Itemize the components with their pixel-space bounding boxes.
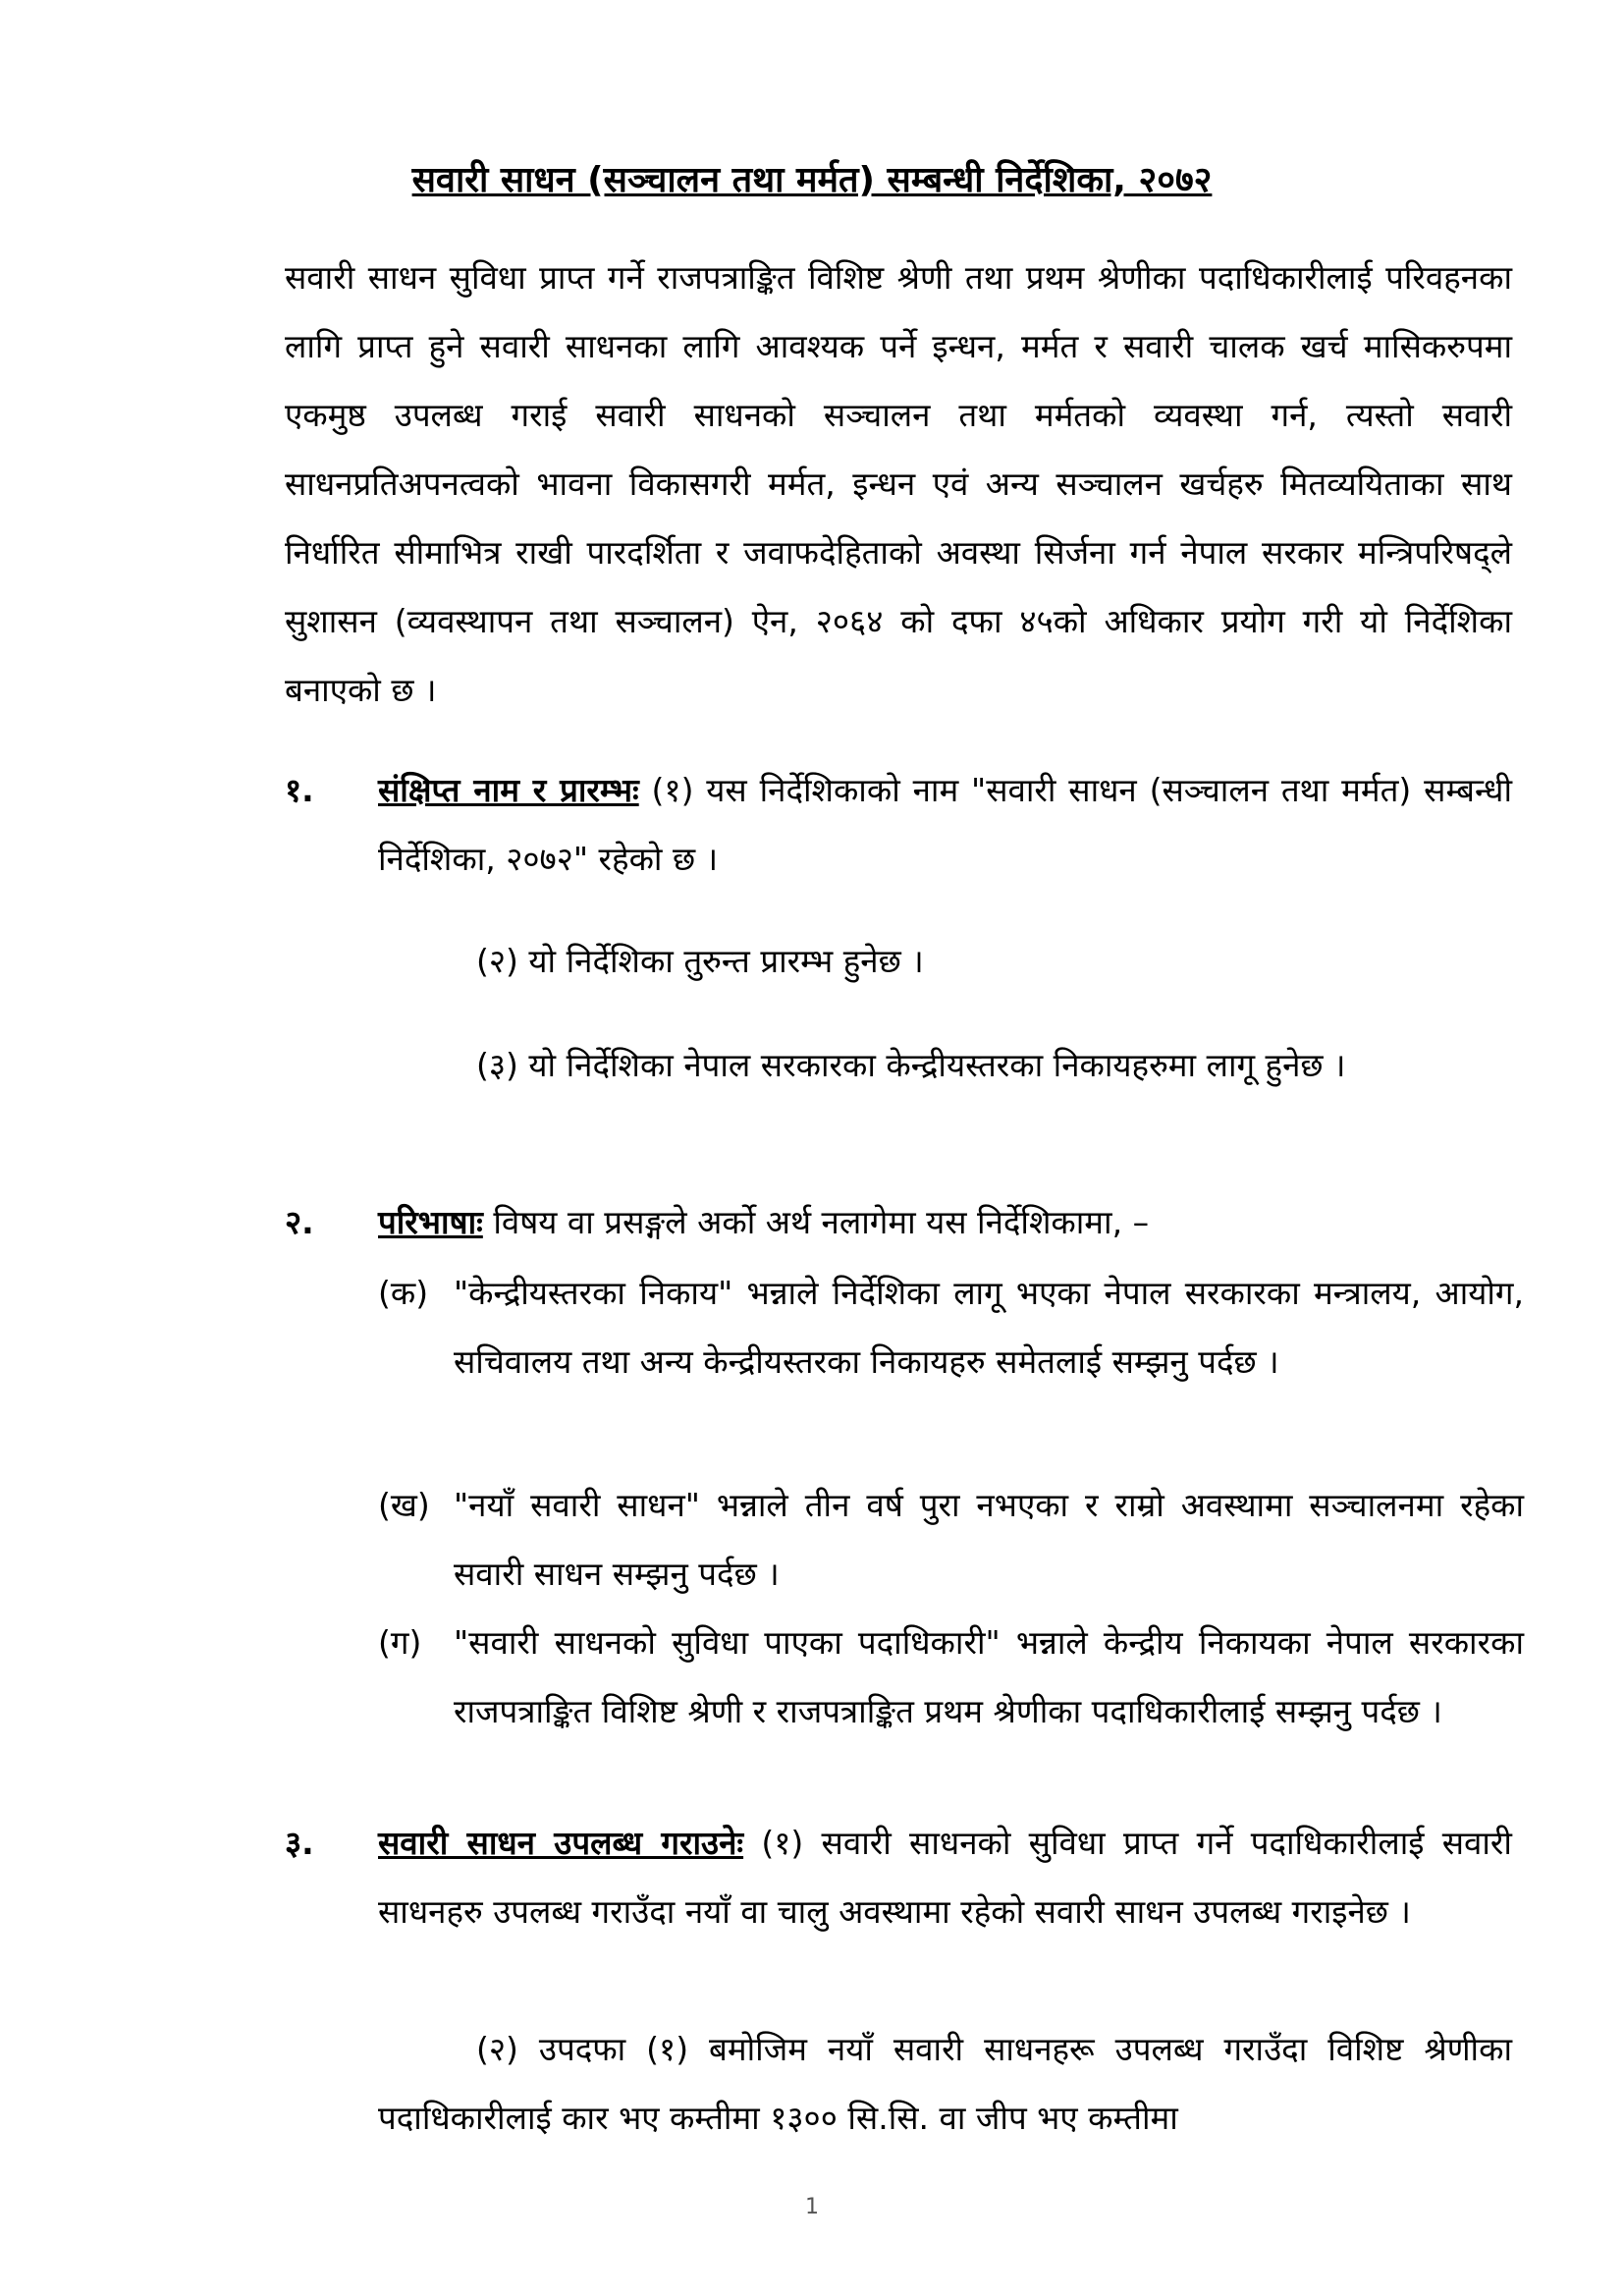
section-1-number: १. bbox=[285, 771, 314, 809]
definition-kha-text: "नयाँ सवारी साधन" भन्नाले तीन वर्ष पुरा नभएका र राम्रो अवस्थामा सञ्चालनमा रहेका सवारी साधन सम्झनु पर्दछ । bbox=[454, 1486, 1524, 1593]
section-2-text: विषय वा प्रसङ्गले अर्को अर्थ नलागेमा यस निर्देशिकामा, – bbox=[482, 1203, 1150, 1241]
section-2-number: २. bbox=[285, 1203, 314, 1241]
section-3-number: ३. bbox=[285, 1824, 314, 1862]
definition-ka-text: "केन्द्रीयस्तरका निकाय" भन्नाले निर्देशिका लागू भएका नेपाल सरकारका मन्त्रालय, आयोग, सचिवालय तथा अन्य केन्द्रीयस्तरका निकायहरु समेतलाई सम्झनु पर्दछ । bbox=[454, 1274, 1524, 1381]
definition-ga-label: (ग) bbox=[378, 1623, 422, 1662]
definition-ka-label: (क) bbox=[378, 1274, 429, 1312]
section-3-body bbox=[378, 1809, 1512, 1946]
definition-kha-label: (ख) bbox=[378, 1486, 430, 1524]
section-1-body bbox=[378, 756, 1512, 894]
section-1-subclause-2: (२) यो निर्देशिका तुरुन्त प्रारम्भ हुनेछ । bbox=[476, 942, 924, 980]
page-number: 1 bbox=[805, 2195, 819, 2219]
preamble-paragraph: सवारी साधन सुविधा प्राप्त गर्ने राजपत्राङ्कित विशिष्ट श्रेणी तथा प्रथम श्रेणीका पदाधिकारीलाई परिवहनका लागि प्राप्त हुने सवारी साधनका लागि आवश्यक पर्ने इन्धन, मर्मत र सवारी चालक खर्च मासिकरुपमा एकमुष्ठ उपलब्ध गराई सवारी साधनको सञ्चालन तथा मर्मतको व्यवस्था गर्न, त्यस्तो सवारी साधनप्रतिअपनत्वको भावना विकासगरी मर्मत, इन्धन एवं अन्य सञ्चालन खर्चहरु मितव्ययिताका साथ निर्धारित सीमाभित्र राखी पारदर्शिता र जवाफदेहिताको अवस्था सिर्जना गर्न नेपाल सरकार मन्त्रिपरिषद्ले सुशासन (व्यवस्थापन तथा सञ्चालन) ऐन, २०६४ को दफा ४५को अधिकार प्रयोग गरी यो निर्देशिका बनाएको छ । bbox=[285, 258, 1512, 709]
document-title: सवारी साधन (सञ्चालन तथा मर्मत) सम्बन्धी निर्देशिका, २०७२ bbox=[411, 160, 1213, 200]
section-2-heading: परिभाषाः bbox=[378, 1203, 483, 1241]
section-1-text: (१) यस निर्देशिकाको नाम "सवारी साधन (सञ्चालन तथा मर्मत) सम्बन्धी निर्देशिका, २०७२" रहेको छ । bbox=[378, 771, 1513, 878]
section-3-text: (१) सवारी साधनको सुविधा प्राप्त गर्ने पदाधिकारीलाई सवारी साधनहरु उपलब्ध गराउँदा नयाँ वा चालु अवस्थामा रहेको सवारी साधन उपलब्ध गराइनेछ । bbox=[378, 1824, 1512, 1931]
section-3-heading: सवारी साधन उपलब्ध गराउनेः bbox=[378, 1824, 744, 1862]
section-1-heading: संक्षिप्त नाम र प्रारम्भः bbox=[378, 771, 639, 809]
section-3-subclause-2: (२) उपदफा (१) बमोजिम नयाँ सवारी साधनहरू उपलब्ध गराउँदा विशिष्ट श्रेणीका पदाधिकारीलाई कार भए कम्तीमा १३०० सि.सि. वा जीप भए कम्तीमा bbox=[378, 2030, 1512, 2137]
section-2-body bbox=[378, 1188, 1512, 1257]
section-1-subclause-3: (३) यो निर्देशिका नेपाल सरकारका केन्द्रीयस्तरका निकायहरुमा लागू हुनेछ । bbox=[476, 1046, 1346, 1084]
definition-ga-text: "सवारी साधनको सुविधा पाएका पदाधिकारी" भन्नाले केन्द्रीय निकायका नेपाल सरकारका राजपत्राङ्कित विशिष्ट श्रेणी र राजपत्राङ्कित प्रथम श्रेणीका पदाधिकारीलाई सम्झनु पर्दछ । bbox=[454, 1623, 1524, 1730]
